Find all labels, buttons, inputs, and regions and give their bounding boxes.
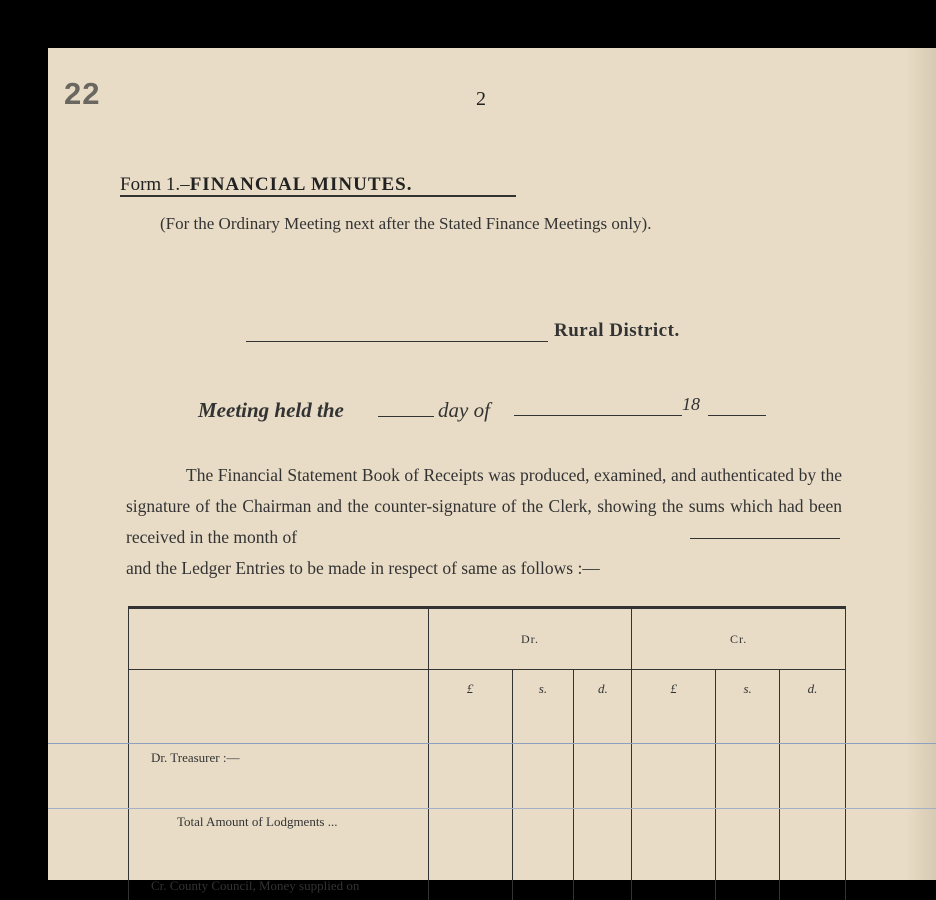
meeting-month-blank [514,415,682,416]
district-blank-line [246,341,548,342]
form-subtitle: (For the Ordinary Meeting next after the Stated Finance Meetings only). [160,214,652,233]
cr-header: Cr. [632,608,846,670]
statement-text: The Financial Statement Book of Receipts was produced, examined, and authenticated by the signature of the Chairman and the counter-signature of the Clerk, showing the sums which had been received in the month of [126,465,842,547]
meeting-held-label: Meeting held the [198,398,344,422]
meeting-day-blank [378,416,434,417]
currency-row [129,670,846,709]
statement-tail: and the Ledger Entries to be made in respect of same as follows :— [126,558,600,578]
form-title [120,174,413,196]
scan-guide-line [48,743,936,744]
district-label: Rural District. [554,320,680,341]
dr-shillings-header: s. [512,670,574,709]
statement-paragraph [126,460,842,584]
stamp-number: 22 [64,76,101,111]
page-number: 2 [476,88,486,110]
form-title-text: FINANCIAL MINUTES. [189,174,413,195]
row-label: Cr. County Council, Money supplied on [129,836,429,900]
dr-pounds-header: £ [428,670,512,709]
cr-shillings-header: s. [716,670,780,709]
month-blank-line [690,538,840,539]
dr-header: Dr. [428,608,632,670]
page-edge-shadow [906,48,936,880]
row-label: Dr. Treasurer :— [129,708,429,772]
cr-pounds-header: £ [632,670,716,709]
title-underline [120,195,516,197]
description-header [129,608,429,670]
meeting-day-of-label: day of [438,398,490,422]
meeting-year-prefix: 18 [682,394,700,414]
dr-pence-header: d. [574,670,632,709]
form-title-prefix: Form 1.– [120,174,190,195]
cr-pence-header: d. [780,670,846,709]
table-header-row [129,608,846,670]
currency-label-cell [129,670,429,709]
row-label: Total Amount of Lodgments ... [129,772,429,836]
table-row [129,708,846,772]
table-row [129,836,846,900]
document-page [48,48,936,893]
scan-guide-line [48,808,936,809]
ledger-table [128,606,846,900]
meeting-year-blank [708,415,766,416]
table-row [129,772,846,836]
